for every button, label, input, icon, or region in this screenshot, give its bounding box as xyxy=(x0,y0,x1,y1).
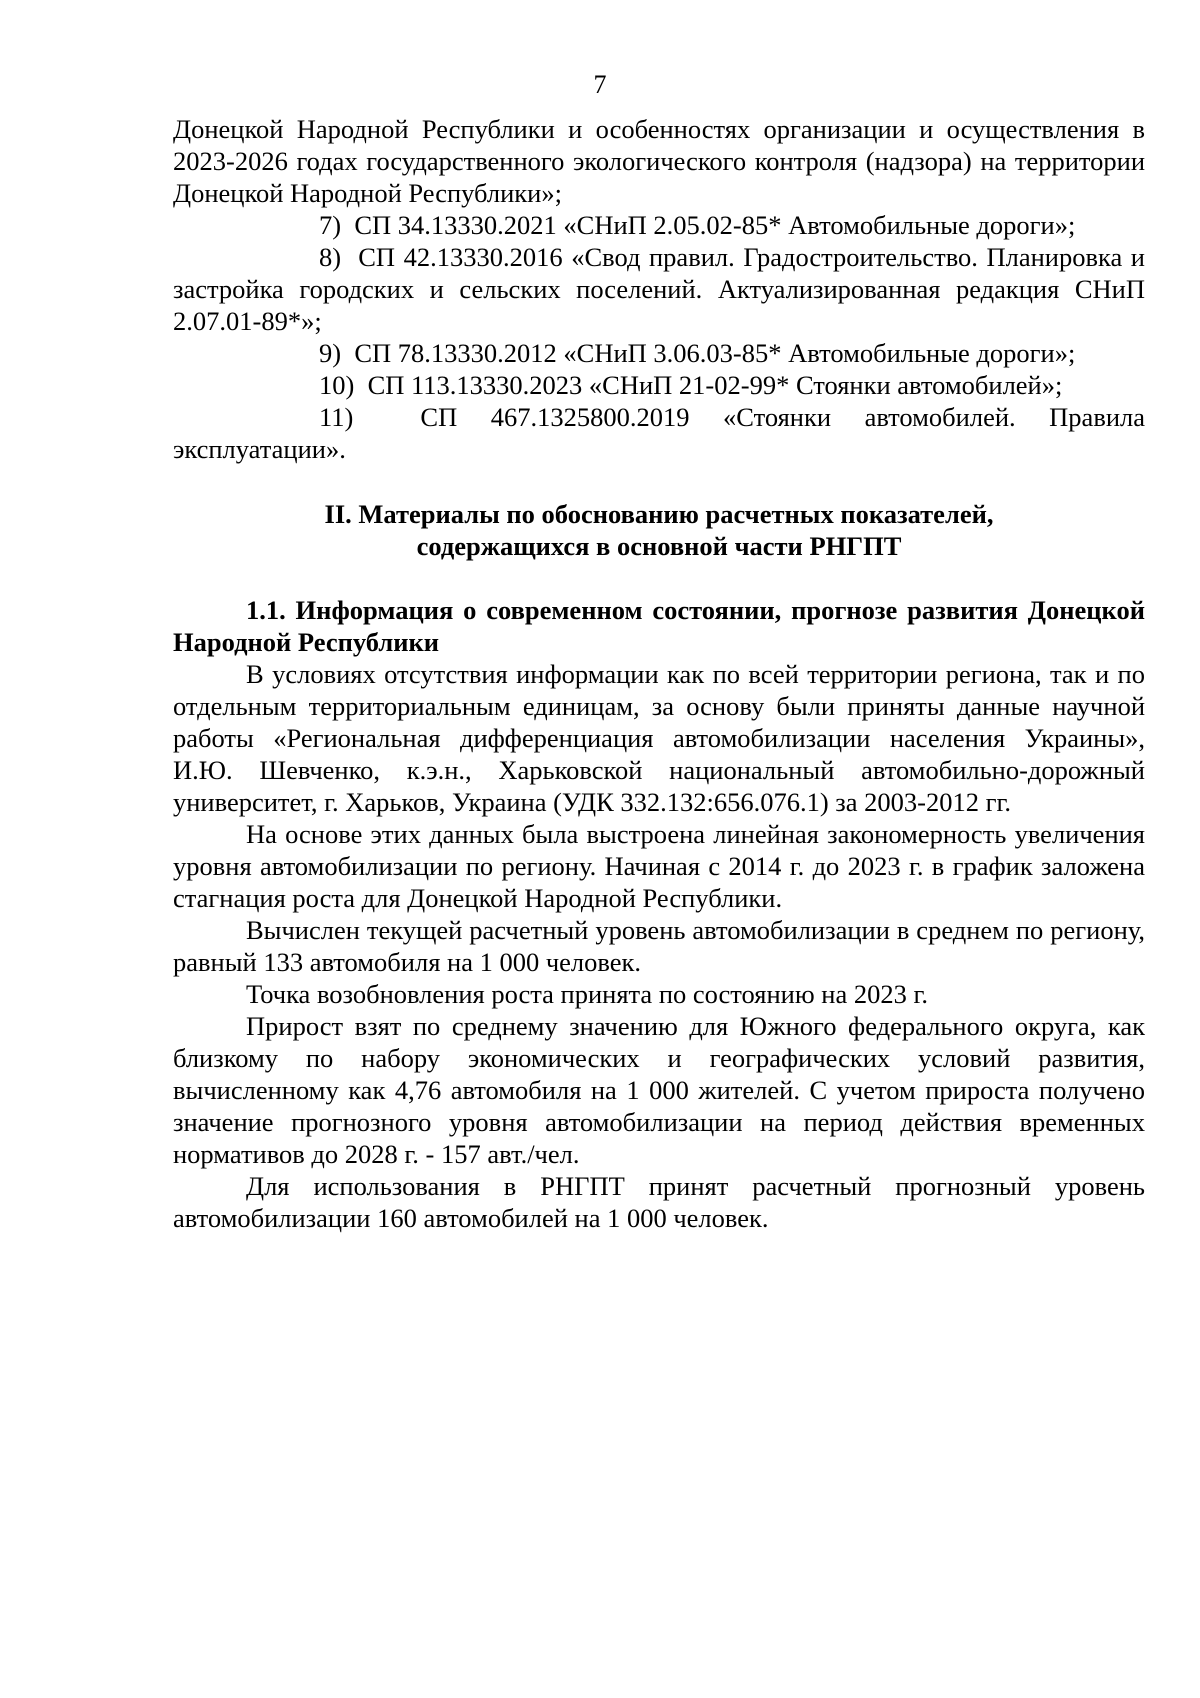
list-item-number: 11) xyxy=(319,402,354,432)
body-paragraph: На основе этих данных была выстроена линейная закономерность увеличения уровня автомобилизации по региону. Начиная с 2014 г. до 2023 г. в график заложена стагнация роста для Донецкой Народной Республики. xyxy=(173,819,1145,913)
list-item-text: СП 34.13330.2021 «СНиП 2.05.02-85* Автомобильные дороги»; xyxy=(354,210,1076,240)
section-title xyxy=(173,498,1145,562)
document-body xyxy=(173,113,1145,1234)
body-paragraph: Вычислен текущей расчетный уровень автомобилизации в среднем по региону, равный 133 автомобиля на 1 000 человек. xyxy=(173,915,1145,977)
list-item-number: 10) xyxy=(319,370,355,400)
body-paragraph: В условиях отсутствия информации как по всей территории региона, так и по отдельным территориальным единицам, за основу были приняты данные научной работы «Региональная дифференциация автомобилизации населения Украины», И.Ю. Шевченко, к.э.н., Харьковской национальный автомобильно-дорожный университет, г. Харьков, Украина (УДК 332.132:656.076.1) за 2003-2012 гг. xyxy=(173,659,1145,817)
intro-paragraph: Донецкой Народной Республики и особенностях организации и осуществления в 2023-2026 годах государственного экологического контроля (надзора) на территории Донецкой Народной Республики»; xyxy=(173,114,1145,208)
body-paragraph: Прирост взят по среднему значению для Южного федерального округа, как близкому по набору экономических и географических условий развития, вычисленному как 4,76 автомобиля на 1 000 жителей. С учетом прироста получено значение прогнозного уровня автомобилизации на период действия временных нормативов до 2028 г. - 157 авт./чел. xyxy=(173,1011,1145,1169)
list-item-number: 8) xyxy=(319,242,342,272)
list-item-text: СП 78.13330.2012 «СНиП 3.06.03-85* Автомобильные дороги»; xyxy=(354,338,1076,368)
body-paragraph: Для использования в РНГПТ принят расчетный прогнозный уровень автомобилизации 160 автомобилей на 1 000 человек. xyxy=(173,1171,1145,1233)
subsection-title: 1.1. Информация о современном состоянии, прогнозе развития Донецкой Народной Республики xyxy=(173,595,1145,657)
list-item xyxy=(173,369,1145,401)
list-item xyxy=(173,241,1145,337)
page-number: 7 xyxy=(593,70,607,99)
list-item xyxy=(173,401,1145,465)
list-item xyxy=(173,337,1145,369)
list-item xyxy=(173,209,1145,241)
list-item-number: 9) xyxy=(319,338,342,368)
list-item-text: СП 113.13330.2023 «СНиП 21-02-99* Стоянки автомобилей»; xyxy=(367,370,1063,400)
list-item-text: СП 467.1325800.2019 «Стоянки автомобилей. Правила эксплуатации». xyxy=(173,402,1145,464)
body-paragraph: Точка возобновления роста принята по состоянию на 2023 г. xyxy=(246,979,928,1009)
list-item-number: 7) xyxy=(319,210,342,240)
section-title-line: II. Материалы по обоснованию расчетных показателей, xyxy=(324,499,994,529)
section-title-line: содержащихся в основной части РНГПТ xyxy=(416,531,902,561)
list-item-text: СП 42.13330.2016 «Свод правил. Градостроительство. Планировка и застройка городских и сельских поселений. Актуализированная редакция СНиП 2.07.01-89*»; xyxy=(173,242,1145,336)
